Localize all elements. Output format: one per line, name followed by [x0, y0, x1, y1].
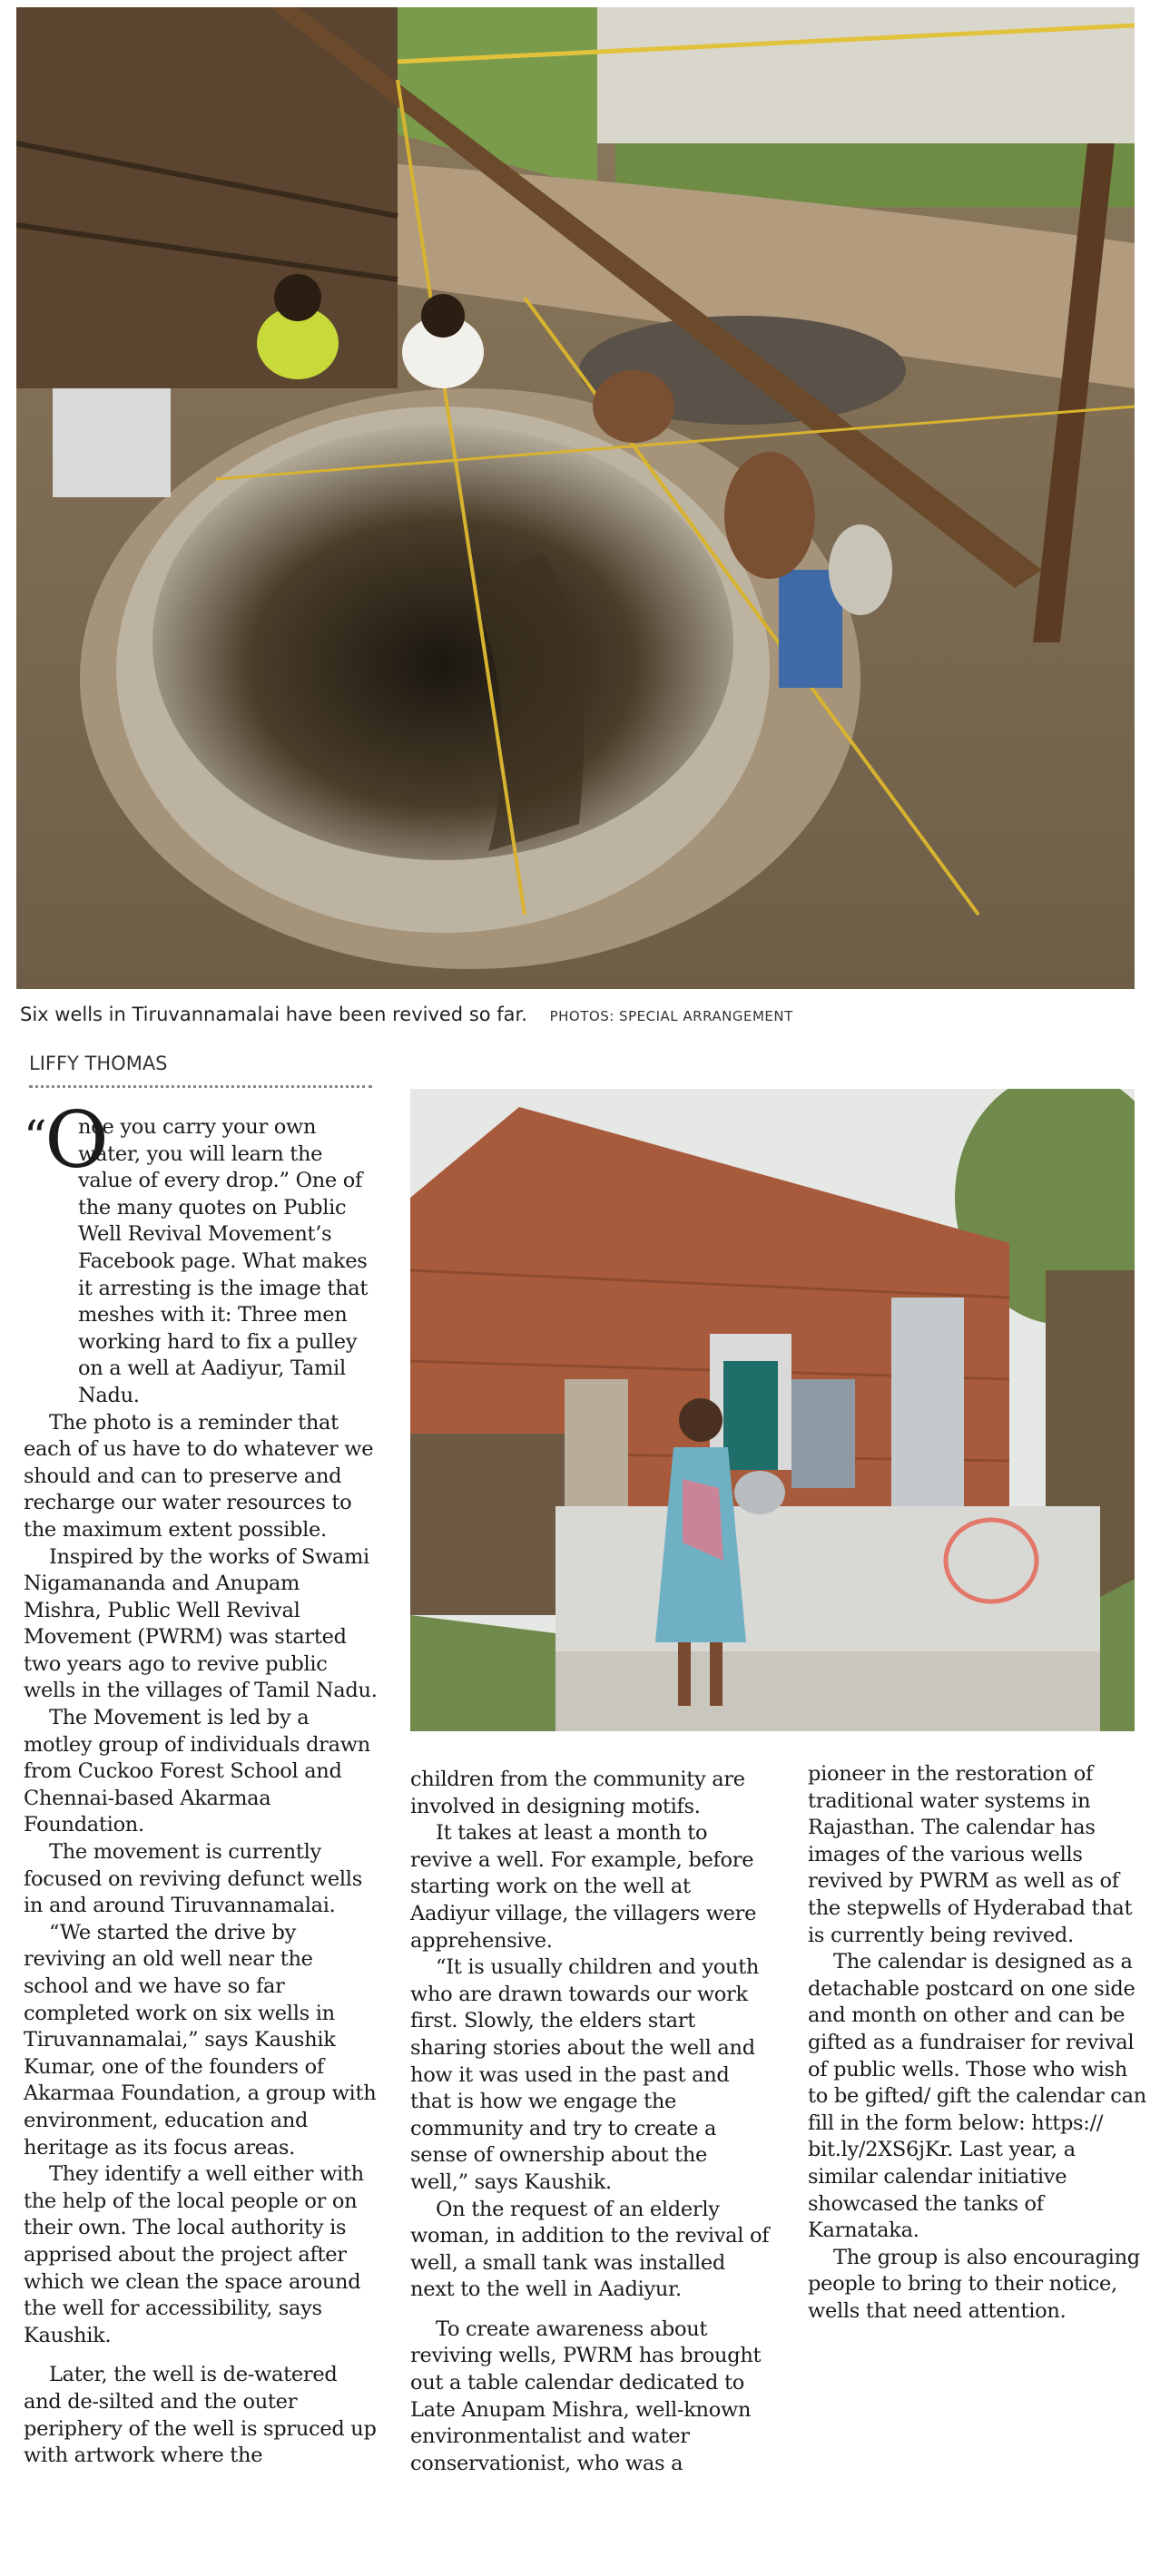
article-paragraph: The group is also encouraging people to bring to their notice, wells that need attention. [808, 2245, 1140, 2323]
article-column-3 [808, 1761, 1151, 2325]
article-paragraph: The movement is currently focused on reviving defunct wells in and around Tiruvannamalai. [24, 1840, 362, 1918]
article-paragraph: The photo is a reminder that each of us have to do whatever we should and can to preserve and recharge our water resources to the maximum extent possible. [24, 1410, 374, 1542]
well-pulley-photo [16, 7, 1135, 989]
article-paragraph: Inspired by the works of Swami Nigamananda and Anupam Mishra, Public Well Revival Movement (PWRM) was started two years ago to revive public wells in the villages of Tamil Nadu. [24, 1544, 378, 1703]
article-paragraph: On the request of an elderly woman, in addition to the revival of well, a small tank was installed next to the well in Aadiyur. [410, 2197, 770, 2302]
article-paragraph: “It is usually children and youth who are drawn towards our work first. Slowly, the elders start sharing stories about the well and how it was used in the past and that is how we engage the community and try to create a sense of ownership about the well,” says Kaushik. [410, 1955, 760, 2194]
photo-caption [20, 1004, 1018, 1025]
article-paragraph: The calendar is designed as a detachable postcard on one side and month on other and can be gifted as a fundraiser for revival of public wells. Those who wish to be gifted/ gift the calendar can fill in the form below: https:// bit.ly/2XS6jKr. Last year, a similar calendar initiative showcased the tanks of Karnataka. [808, 1950, 1146, 2243]
photo-credit: PHOTOS: SPECIAL ARRANGEMENT [549, 1008, 793, 1024]
byline: LIFFY THOMAS [29, 1053, 372, 1088]
article-paragraph: To create awareness about reviving wells, PWRM has brought out a table calendar dedicated to Late Anupam Mishra, well-known environmentalist and water conservationist, who was a [410, 2316, 762, 2475]
caption-text: Six wells in Tiruvannamalai have been revived so far. [20, 1004, 527, 1025]
article-paragraph: “We started the drive by reviving an old well near the school and we have so far completed work on six wells in Tiruvannamalai,” says Kaushik Kumar, one of the founders of Akarmaa Foundation, a group with environment, education and heritage as its focus areas. [24, 1920, 377, 2160]
revived-well-photo [410, 1089, 1135, 1731]
article-paragraph: Later, the well is de-watered and de-silted and the outer periphery of the well is spruced up with artwork where the [24, 2363, 377, 2468]
article-column-2 [410, 1767, 770, 2477]
article-paragraph: It takes at least a month to revive a well. For example, before starting work on the well at Aadiyur village, the villagers were apprehensive. [410, 1821, 757, 1953]
article-paragraph: They identify a well either with the help of the local people or on their own. The local authority is apprised about the project after which we clean the space around the well for accessibility, says Kaushik. [24, 2162, 364, 2347]
article-paragraph: children from the community are involved in designing motifs. [410, 1768, 745, 1818]
article-paragraph: pioneer in the restoration of traditional water systems in Rajasthan. The calendar has images of the various wells revived by PWRM as well as of the stepwells of Hyderabad that is currently being revived. [808, 1762, 1133, 1947]
article-paragraph: “O nce you carry your own water, you will learn the value of every drop.” One of the many quotes on Public Well Revival Movement’s Facebook page. What makes it arresting is the image that meshes with it: Three men working hard to fix a pulley on a well at Aadiyur, Tamil Nadu. [24, 1095, 369, 1407]
article-column-1 [24, 1095, 379, 2470]
dropcap: “O [24, 1095, 109, 1186]
article-paragraph: The Movement is led by a motley group of individuals drawn from Cuckoo Forest School and Chennai-based Akarmaa Foundation. [24, 1706, 370, 1837]
